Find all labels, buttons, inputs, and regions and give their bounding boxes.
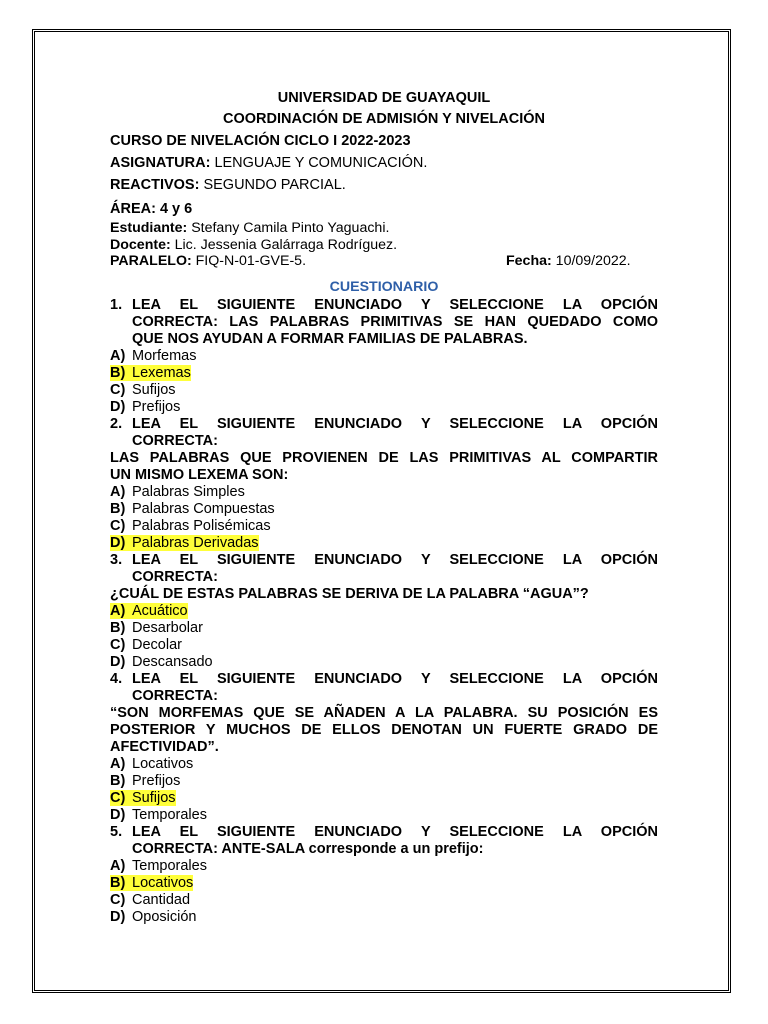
question-4 <box>110 671 658 824</box>
answer-option-text: Decolar <box>132 636 182 653</box>
answer-option-body <box>110 858 207 874</box>
question-number: 5. <box>110 823 123 840</box>
date-field <box>506 253 631 270</box>
answer-option-d <box>110 399 658 416</box>
answer-option-body <box>110 382 176 398</box>
answer-option-letter: B) <box>110 619 126 636</box>
teacher-value: Lic. Jessenia Galárraga Rodríguez. <box>170 236 398 253</box>
answer-option-a <box>110 484 658 501</box>
answer-option-text: Prefijos <box>132 772 181 789</box>
answer-option-body <box>110 773 180 789</box>
question-prompt-line: CORRECTA: <box>132 687 218 704</box>
area-line <box>110 198 658 220</box>
answer-option-letter: A) <box>110 602 126 619</box>
question-prompt <box>110 671 658 705</box>
answer-option-letter: C) <box>110 381 126 398</box>
coordination-title: COORDINACIÓN DE ADMISIÓN Y NIVELACIÓN <box>223 111 545 127</box>
question-prompt-line: CORRECTA: <box>132 568 218 585</box>
answer-option-letter: B) <box>110 772 126 789</box>
answer-option-body <box>110 654 213 670</box>
answer-option-letter: A) <box>110 755 126 772</box>
answer-option-letter: C) <box>110 891 126 908</box>
answer-option-letter: A) <box>110 857 126 874</box>
answer-option-body <box>110 484 245 500</box>
answer-option-highlight <box>110 875 193 891</box>
answer-option-text: Palabras Polisémicas <box>132 517 271 534</box>
answer-option-d <box>110 807 658 824</box>
question-prompt-first-line <box>110 416 658 433</box>
answer-option-d <box>110 909 658 926</box>
answer-option-c <box>110 518 658 535</box>
question-prompt <box>110 416 658 450</box>
parallel-label: PARALELO: <box>110 253 192 269</box>
answer-option-letter: A) <box>110 347 126 364</box>
answer-option-text: Morfemas <box>132 347 197 364</box>
question-prompt-line: CORRECTA: LAS PALABRAS PRIMITIVAS SE HAN QUEDADO COMO <box>132 313 658 330</box>
question-statement <box>110 586 658 603</box>
document-content <box>110 88 658 926</box>
answer-option-b <box>110 773 658 790</box>
reactives-label: REACTIVOS: <box>110 177 200 193</box>
teacher-line <box>110 237 658 254</box>
answer-option-highlight <box>110 535 259 551</box>
answer-option-text: Prefijos <box>132 398 181 415</box>
answer-option-letter: A) <box>110 483 126 500</box>
question-prompt-text: LEA EL SIGUIENTE ENUNCIADO Y SELECCIONE LA OPCIÓN <box>132 670 658 687</box>
question-prompt <box>110 297 658 348</box>
answer-option-b <box>110 501 658 518</box>
university-title: UNIVERSIDAD DE GUAYAQUIL <box>277 90 491 106</box>
answer-option-letter: C) <box>110 636 126 653</box>
answer-option-body <box>110 892 190 908</box>
question-number: 2. <box>110 415 123 432</box>
question-statement <box>110 450 658 484</box>
question-prompt-text: LEA EL SIGUIENTE ENUNCIADO Y SELECCIONE LA OPCIÓN <box>132 415 658 432</box>
answer-option-letter: B) <box>110 364 126 381</box>
course-text: CURSO DE NIVELACIÓN CICLO I 2022-2023 <box>110 133 411 149</box>
answer-option-body <box>110 807 207 823</box>
course-line <box>110 130 658 152</box>
answer-option-text: Lexemas <box>132 364 191 381</box>
answer-option-letter: D) <box>110 398 126 415</box>
answer-option-text: Locativos <box>132 874 194 891</box>
answer-option-c <box>110 790 658 807</box>
question-statement-line: LAS PALABRAS QUE PROVIENEN DE LAS PRIMITIVAS AL COMPARTIR <box>110 449 658 466</box>
answer-option-body <box>110 637 182 653</box>
date-value: 10/09/2022. <box>551 253 631 269</box>
answer-option-d <box>110 535 658 552</box>
answer-option-text: Palabras Simples <box>132 483 245 500</box>
answer-option-text: Palabras Derivadas <box>132 534 259 551</box>
answer-option-text: Sufijos <box>132 789 176 806</box>
answer-option-letter: D) <box>110 908 126 925</box>
answer-option-text: Locativos <box>132 755 194 772</box>
question-statement-line: “SON MORFEMAS QUE SE AÑADEN A LA PALABRA. SU POSICIÓN ES <box>110 704 658 721</box>
question-statement-line: UN MISMO LEXEMA SON: <box>110 466 289 483</box>
answer-option-highlight <box>110 790 176 806</box>
question-number: 1. <box>110 296 123 313</box>
answer-option-letter: B) <box>110 500 126 517</box>
question-3 <box>110 552 658 671</box>
question-number: 3. <box>110 551 123 568</box>
answer-option-letter: B) <box>110 874 126 891</box>
answer-option-b <box>110 875 658 892</box>
answer-option-text: Acuático <box>132 602 188 619</box>
reactives-line <box>110 174 658 196</box>
date-label: Fecha: <box>506 253 552 269</box>
answer-option-highlight <box>110 603 188 619</box>
question-prompt-text-wrap <box>132 552 658 569</box>
parallel-line <box>110 253 658 270</box>
question-statement-line: AFECTIVIDAD”. <box>110 738 219 755</box>
area-text: ÁREA: 4 y 6 <box>110 201 193 217</box>
answer-option-d <box>110 654 658 671</box>
question-statement-line: POSTERIOR Y MUCHOS DE ELLOS DENOTAN UN FUERTE GRADO DE <box>110 721 658 738</box>
answer-option-body <box>110 620 203 636</box>
reactives-value: SEGUNDO PARCIAL. <box>199 177 346 193</box>
question-prompt-text-wrap <box>132 824 658 841</box>
answer-option-text: Desarbolar <box>132 619 203 636</box>
answer-option-body <box>110 518 271 534</box>
answer-option-c <box>110 892 658 909</box>
answer-option-b <box>110 620 658 637</box>
answer-option-a <box>110 858 658 875</box>
quiz-title: CUESTIONARIO <box>329 278 439 295</box>
question-1 <box>110 297 658 416</box>
answer-option-text: Temporales <box>132 806 207 823</box>
answer-option-a <box>110 603 658 620</box>
parallel-value: FIQ-N-01-GVE-5. <box>191 253 307 269</box>
question-prompt-first-line <box>110 824 658 841</box>
question-prompt-first-line <box>110 297 658 314</box>
subject-value: LENGUAJE Y COMUNICACIÓN. <box>210 155 428 171</box>
answer-option-c <box>110 637 658 654</box>
answer-option-c <box>110 382 658 399</box>
answer-option-body <box>110 909 196 925</box>
question-prompt-text-wrap <box>132 416 658 433</box>
question-prompt-first-line <box>110 671 658 688</box>
answer-option-a <box>110 756 658 773</box>
answer-option-text: Descansado <box>132 653 213 670</box>
answer-option-text: Palabras Compuestas <box>132 500 275 517</box>
question-prompt-first-line <box>110 552 658 569</box>
answer-option-body <box>110 756 193 772</box>
question-statement-line: ¿CUÁL DE ESTAS PALABRAS SE DERIVA DE LA PALABRA “AGUA”? <box>110 585 589 602</box>
question-prompt-line: CORRECTA: <box>132 432 218 449</box>
student-line <box>110 220 658 237</box>
answer-option-text: Sufijos <box>132 381 176 398</box>
question-5 <box>110 824 658 926</box>
question-statement <box>110 705 658 756</box>
answer-option-a <box>110 348 658 365</box>
question-list <box>110 297 658 926</box>
answer-option-letter: D) <box>110 806 126 823</box>
question-prompt-line: CORRECTA: ANTE-SALA corresponde a un prefijo: <box>132 840 484 857</box>
question-prompt <box>110 824 658 858</box>
answer-option-letter: D) <box>110 653 126 670</box>
question-prompt <box>110 552 658 586</box>
subject-line <box>110 152 658 174</box>
question-prompt-line: QUE NOS AYUDAN A FORMAR FAMILIAS DE PALABRAS. <box>132 330 528 347</box>
answer-option-text: Temporales <box>132 857 207 874</box>
answer-option-body <box>110 501 275 517</box>
answer-option-letter: C) <box>110 789 126 806</box>
student-value: Stefany Camila Pinto Yaguachi. <box>187 220 390 236</box>
question-prompt-text-wrap <box>132 671 658 688</box>
answer-option-body <box>110 348 196 364</box>
question-number: 4. <box>110 670 123 687</box>
teacher-label: Docente: <box>110 236 171 253</box>
question-2 <box>110 416 658 552</box>
question-prompt-text: LEA EL SIGUIENTE ENUNCIADO Y SELECCIONE LA OPCIÓN <box>132 551 658 568</box>
subject-label: ASIGNATURA: <box>110 155 211 171</box>
question-prompt-text: LEA EL SIGUIENTE ENUNCIADO Y SELECCIONE LA OPCIÓN <box>132 823 658 840</box>
answer-option-text: Cantidad <box>132 891 191 908</box>
answer-option-letter: D) <box>110 534 126 551</box>
question-prompt-text: LEA EL SIGUIENTE ENUNCIADO Y SELECCIONE LA OPCIÓN <box>132 296 658 313</box>
question-prompt-text-wrap <box>132 297 658 314</box>
answer-option-highlight <box>110 365 191 381</box>
answer-option-letter: C) <box>110 517 126 534</box>
answer-option-body <box>110 399 180 415</box>
answer-option-b <box>110 365 658 382</box>
answer-option-text: Oposición <box>132 908 197 925</box>
student-label: Estudiante: <box>110 220 188 236</box>
